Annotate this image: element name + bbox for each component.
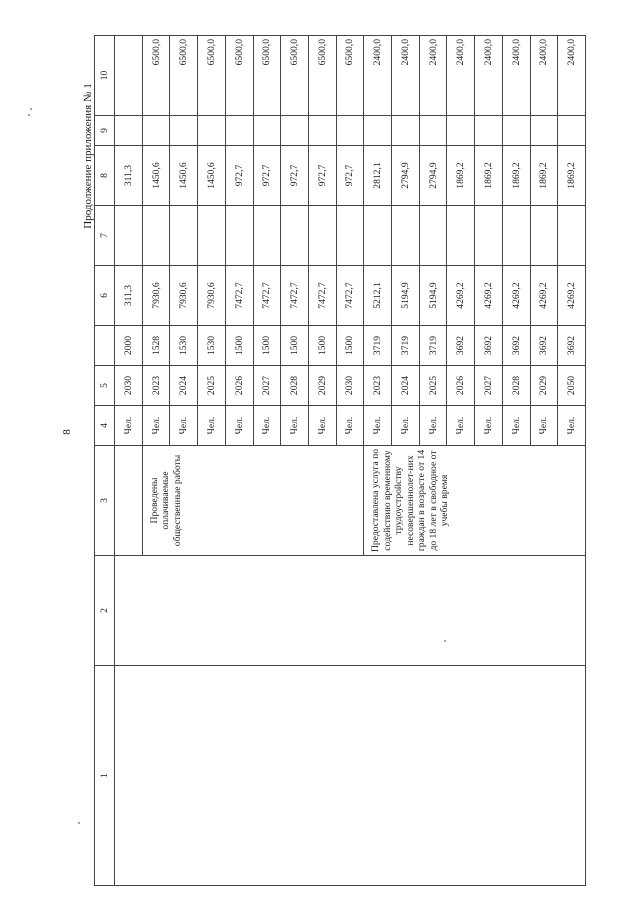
column-number-8: 8 — [95, 146, 115, 206]
year-cell: 2050 — [558, 366, 586, 406]
unit-cell: Чел. — [558, 406, 586, 446]
col8-cell: 1450,6 — [198, 146, 226, 206]
col9-cell — [419, 116, 447, 146]
table-row — [115, 36, 143, 886]
quantity-cell: 3692 — [447, 326, 475, 366]
col8-cell: 1450,6 — [142, 146, 170, 206]
col7-cell — [281, 206, 309, 266]
quantity-cell: 1530 — [198, 326, 226, 366]
year-cell: 2023 — [364, 366, 392, 406]
year-cell: 2023 — [142, 366, 170, 406]
year-cell: 2025 — [198, 366, 226, 406]
year-cell: 2027 — [253, 366, 281, 406]
col10-cell: 6500,0 — [170, 36, 198, 116]
col10-cell: 2400,0 — [419, 36, 447, 116]
col7-cell — [142, 206, 170, 266]
rotated-table-wrapper — [94, 36, 586, 886]
year-cell: 2030 — [115, 366, 143, 406]
col7-cell — [558, 206, 586, 266]
quantity-cell: 3692 — [558, 326, 586, 366]
column-number-10: 10 — [95, 36, 115, 116]
total-cell: 4269,2 — [447, 266, 475, 326]
year-cell: 2029 — [530, 366, 558, 406]
total-cell: 7472,7 — [281, 266, 309, 326]
col8-cell: 972,7 — [308, 146, 336, 206]
year-cell: 2024 — [170, 366, 198, 406]
quantity-cell: 1528 — [142, 326, 170, 366]
col10-cell: 2400,0 — [475, 36, 503, 116]
col7-cell — [502, 206, 530, 266]
unit-cell: Чел. — [336, 406, 364, 446]
total-cell: 7472,7 — [336, 266, 364, 326]
col7-cell — [364, 206, 392, 266]
col10-cell: 6500,0 — [253, 36, 281, 116]
quantity-cell: 3719 — [364, 326, 392, 366]
col9-cell — [198, 116, 226, 146]
col7-cell — [198, 206, 226, 266]
col7-cell — [115, 206, 143, 266]
total-cell: 7472,7 — [308, 266, 336, 326]
col8-cell: 972,7 — [336, 146, 364, 206]
unit-cell: Чел. — [502, 406, 530, 446]
unit-cell: Чел. — [475, 406, 503, 446]
total-cell: 311,3 — [115, 266, 143, 326]
col7-cell — [447, 206, 475, 266]
col10-cell: 2400,0 — [502, 36, 530, 116]
col9-cell — [558, 116, 586, 146]
col9-cell — [530, 116, 558, 146]
unit-cell: Чел. — [308, 406, 336, 446]
column-number-9: 9 — [95, 116, 115, 146]
total-cell: 4269,2 — [502, 266, 530, 326]
total-cell: 7930,6 — [198, 266, 226, 326]
total-cell: 4269,2 — [558, 266, 586, 326]
col9-cell — [364, 116, 392, 146]
quantity-cell: 3692 — [502, 326, 530, 366]
col10-cell: 2400,0 — [530, 36, 558, 116]
group-description: Проведены оплачиваемые общественные работы — [142, 446, 364, 556]
quantity-cell: 1530 — [170, 326, 198, 366]
col10-cell: 2400,0 — [392, 36, 420, 116]
unit-cell: Чел. — [530, 406, 558, 446]
year-cell: 2029 — [308, 366, 336, 406]
col10-cell — [115, 36, 143, 116]
page-number: 8 — [60, 429, 73, 435]
data-table — [94, 35, 586, 886]
quantity-cell: 1500 — [308, 326, 336, 366]
quantity-cell: 1500 — [225, 326, 253, 366]
total-cell: 7472,7 — [225, 266, 253, 326]
col9-cell — [115, 116, 143, 146]
col10-cell: 2400,0 — [447, 36, 475, 116]
unit-cell: Чел. — [364, 406, 392, 446]
col10-cell: 6500,0 — [308, 36, 336, 116]
col1-cell — [115, 666, 586, 886]
unit-cell: Чел. — [198, 406, 226, 446]
year-cell: 2027 — [475, 366, 503, 406]
col10-cell: 6500,0 — [142, 36, 170, 116]
quantity-cell: 3692 — [475, 326, 503, 366]
year-cell: 2025 — [419, 366, 447, 406]
col9-cell — [475, 116, 503, 146]
quantity-cell: 1500 — [253, 326, 281, 366]
col7-cell — [253, 206, 281, 266]
col8-cell: 1450,6 — [170, 146, 198, 206]
year-cell: 2030 — [336, 366, 364, 406]
col8-cell: 1869,2 — [502, 146, 530, 206]
desc-cell-empty — [115, 446, 143, 556]
total-cell: 5212,1 — [364, 266, 392, 326]
col7-cell — [225, 206, 253, 266]
col8-cell: 1869,2 — [475, 146, 503, 206]
col7-cell — [419, 206, 447, 266]
col9-cell — [170, 116, 198, 146]
col9-cell — [253, 116, 281, 146]
col8-cell: 311,3 — [115, 146, 143, 206]
col9-cell — [502, 116, 530, 146]
unit-cell: Чел. — [447, 406, 475, 446]
quantity-cell: 3719 — [392, 326, 420, 366]
col7-cell — [308, 206, 336, 266]
col10-cell: 6500,0 — [225, 36, 253, 116]
col10-cell: 2400,0 — [364, 36, 392, 116]
year-cell: 2024 — [392, 366, 420, 406]
col2-cell — [115, 556, 586, 666]
col9-cell — [142, 116, 170, 146]
unit-cell: Чел. — [419, 406, 447, 446]
column-number-2: 3 — [95, 446, 115, 556]
year-cell: 2028 — [502, 366, 530, 406]
col8-cell: 2794,9 — [392, 146, 420, 206]
col10-cell: 2400,0 — [558, 36, 586, 116]
col8-cell: 972,7 — [253, 146, 281, 206]
total-cell: 4269,2 — [475, 266, 503, 326]
col10-cell: 6500,0 — [281, 36, 309, 116]
column-number-3: 4 — [95, 406, 115, 446]
unit-cell: Чел. — [115, 406, 143, 446]
year-cell: 2026 — [225, 366, 253, 406]
col9-cell — [336, 116, 364, 146]
column-number-4: 5 — [95, 366, 115, 406]
column-number-row — [95, 36, 115, 886]
column-number-0: 1 — [95, 666, 115, 886]
col7-cell — [475, 206, 503, 266]
table-body — [95, 36, 586, 886]
year-cell: 2026 — [447, 366, 475, 406]
year-cell: 2028 — [281, 366, 309, 406]
col9-cell — [281, 116, 309, 146]
col9-cell — [225, 116, 253, 146]
quantity-cell: 2000 — [115, 326, 143, 366]
appendix-caption: Продолжение приложения № 1 — [82, 83, 94, 229]
col8-cell: 972,7 — [281, 146, 309, 206]
col10-cell: 6500,0 — [336, 36, 364, 116]
col8-cell: 2794,9 — [419, 146, 447, 206]
col7-cell — [530, 206, 558, 266]
column-number-6: 6 — [95, 266, 115, 326]
unit-cell: Чел. — [281, 406, 309, 446]
unit-cell: Чел. — [253, 406, 281, 446]
quantity-cell: 1500 — [336, 326, 364, 366]
total-cell: 7930,6 — [170, 266, 198, 326]
unit-cell: Чел. — [142, 406, 170, 446]
col8-cell: 1869,2 — [530, 146, 558, 206]
column-number-5 — [95, 326, 115, 366]
col7-cell — [170, 206, 198, 266]
unit-cell: Чел. — [170, 406, 198, 446]
total-cell: 5194,9 — [392, 266, 420, 326]
group-description: Предоставлена услуга по содействию временному трудоустройству несовершеннолет-них граждан в возрасте от 14 до 18 лет в свободное от учебы время — [364, 446, 586, 556]
quantity-cell: 1500 — [281, 326, 309, 366]
col8-cell: 1869,2 — [447, 146, 475, 206]
total-cell: 7930,6 — [142, 266, 170, 326]
col7-cell — [392, 206, 420, 266]
col9-cell — [392, 116, 420, 146]
col7-cell — [336, 206, 364, 266]
quantity-cell: 3692 — [530, 326, 558, 366]
column-number-1: 2 — [95, 556, 115, 666]
quantity-cell: 3719 — [419, 326, 447, 366]
col10-cell: 6500,0 — [198, 36, 226, 116]
column-number-7: 7 — [95, 206, 115, 266]
unit-cell: Чел. — [225, 406, 253, 446]
col9-cell — [447, 116, 475, 146]
col8-cell: 1869,2 — [558, 146, 586, 206]
total-cell: 5194,9 — [419, 266, 447, 326]
unit-cell: Чел. — [392, 406, 420, 446]
col8-cell: 2812,1 — [364, 146, 392, 206]
col8-cell: 972,7 — [225, 146, 253, 206]
col9-cell — [308, 116, 336, 146]
total-cell: 4269,2 — [530, 266, 558, 326]
total-cell: 7472,7 — [253, 266, 281, 326]
